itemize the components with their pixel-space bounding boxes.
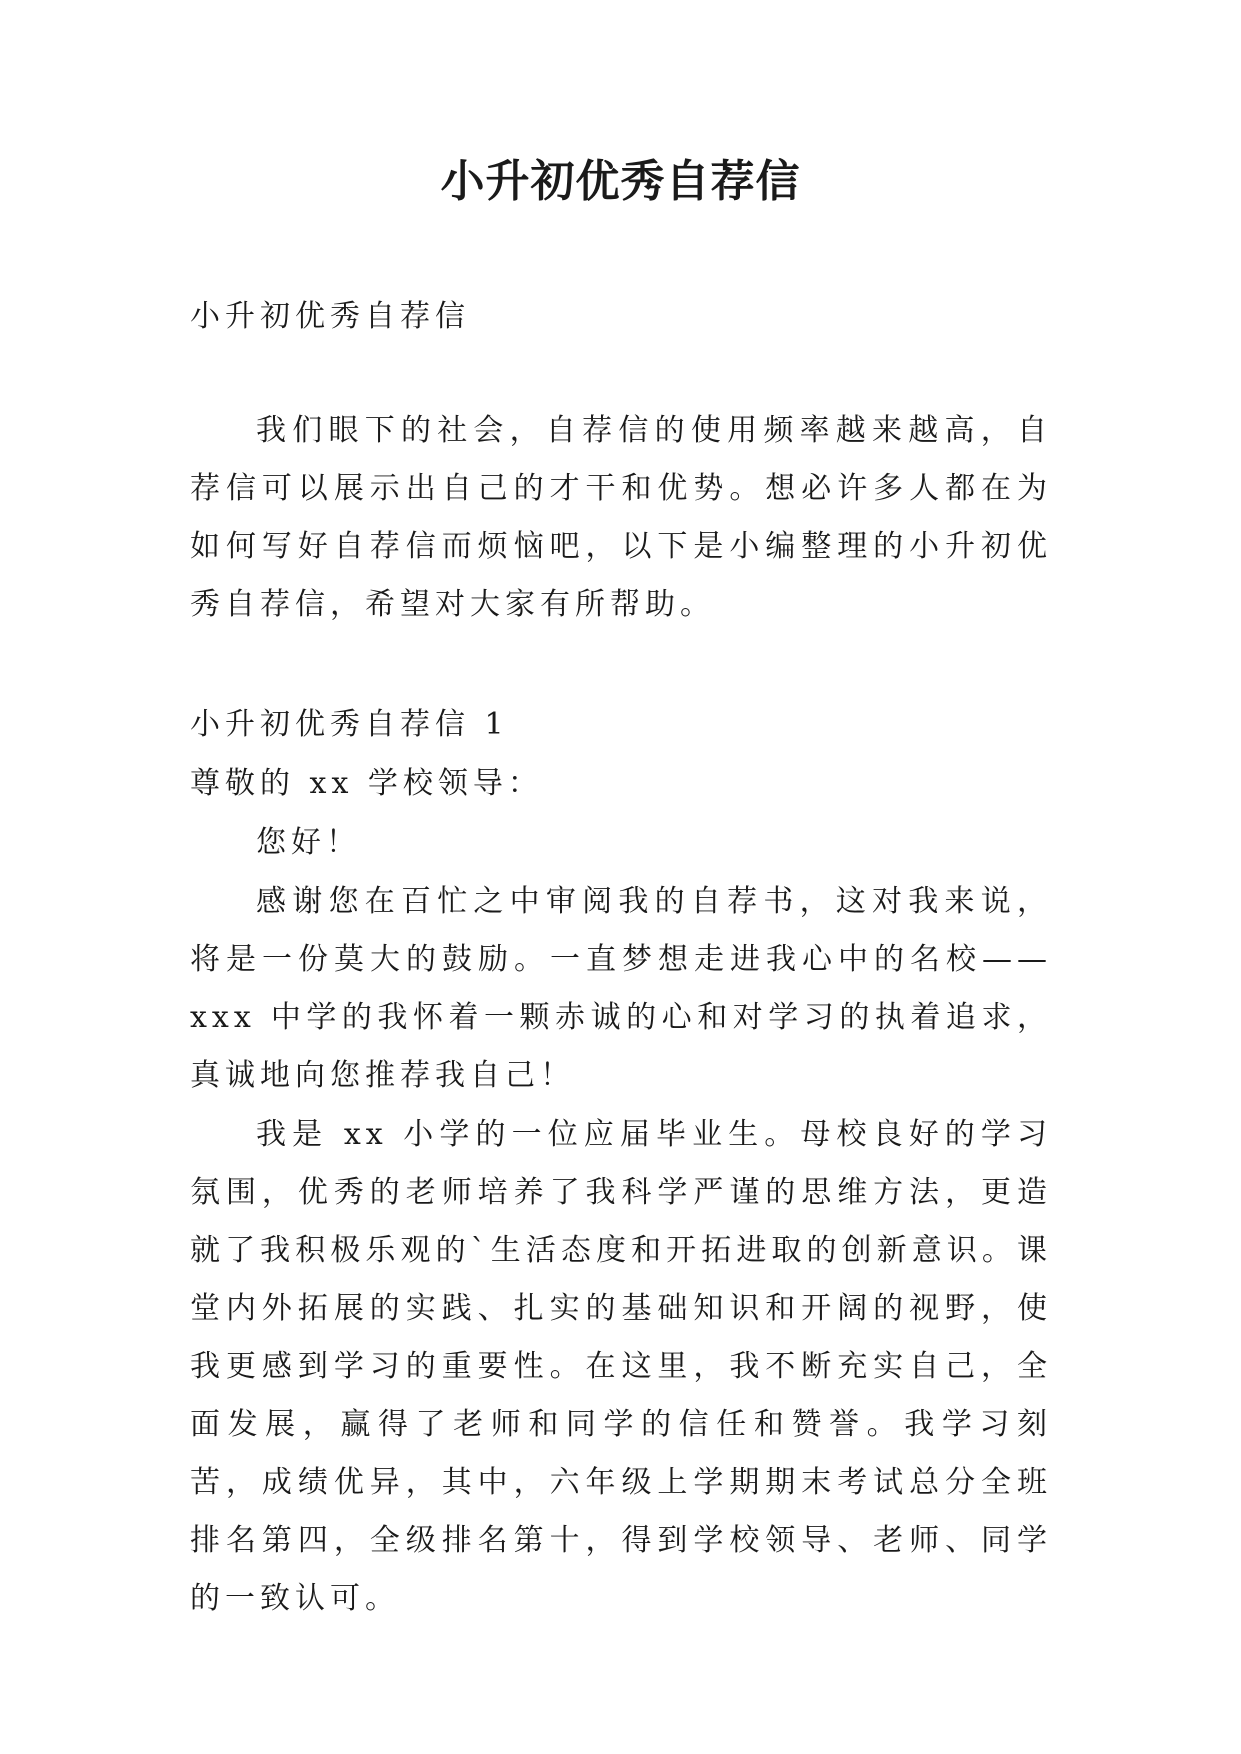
section-heading: 小升初优秀自荐信 1 [190,707,509,742]
body-paragraph-2: 我是 xx 小学的一位应届毕业生。母校良好的学习氛围，优秀的老师培养了我科学严谨的思维方法，更造就了我积极乐观的`生活态度和开拓进取的创新意识。课堂内外拓展的实践、扎实的基础知识和开阔的视野，使我更感到学习的重要性。在这里，我不断充实自己，全面发展，赢得了老师和同学的信任和赞誉。我学习刻苦，成绩优异，其中，六年级上学期期末考试总分全班排名第四，全级排名第十，得到学校领导、老师、同学的一致认可。 [190,1117,1052,1616]
document-subtitle: 小升初优秀自荐信 [190,299,470,334]
intro-paragraph: 我们眼下的社会，自荐信的使用频率越来越高，自荐信可以展示出自己的才干和优势。想必许多人都在为如何写好自荐信而烦恼吧，以下是小编整理的小升初优秀自荐信，希望对大家有所帮助。 [190,413,1052,622]
document-title: 小升初优秀自荐信 [440,156,801,207]
greeting: 您好！ [256,825,361,860]
body-paragraph-1: 感谢您在百忙之中审阅我的自荐书，这对我来说，将是一份莫大的鼓励。一直梦想走进我心中的名校——xxx 中学的我怀着一颗赤诚的心和对学习的执着追求，真诚地向您推荐我自己！ [190,884,1052,1093]
salutation: 尊敬的 xx 学校领导： [190,766,543,801]
